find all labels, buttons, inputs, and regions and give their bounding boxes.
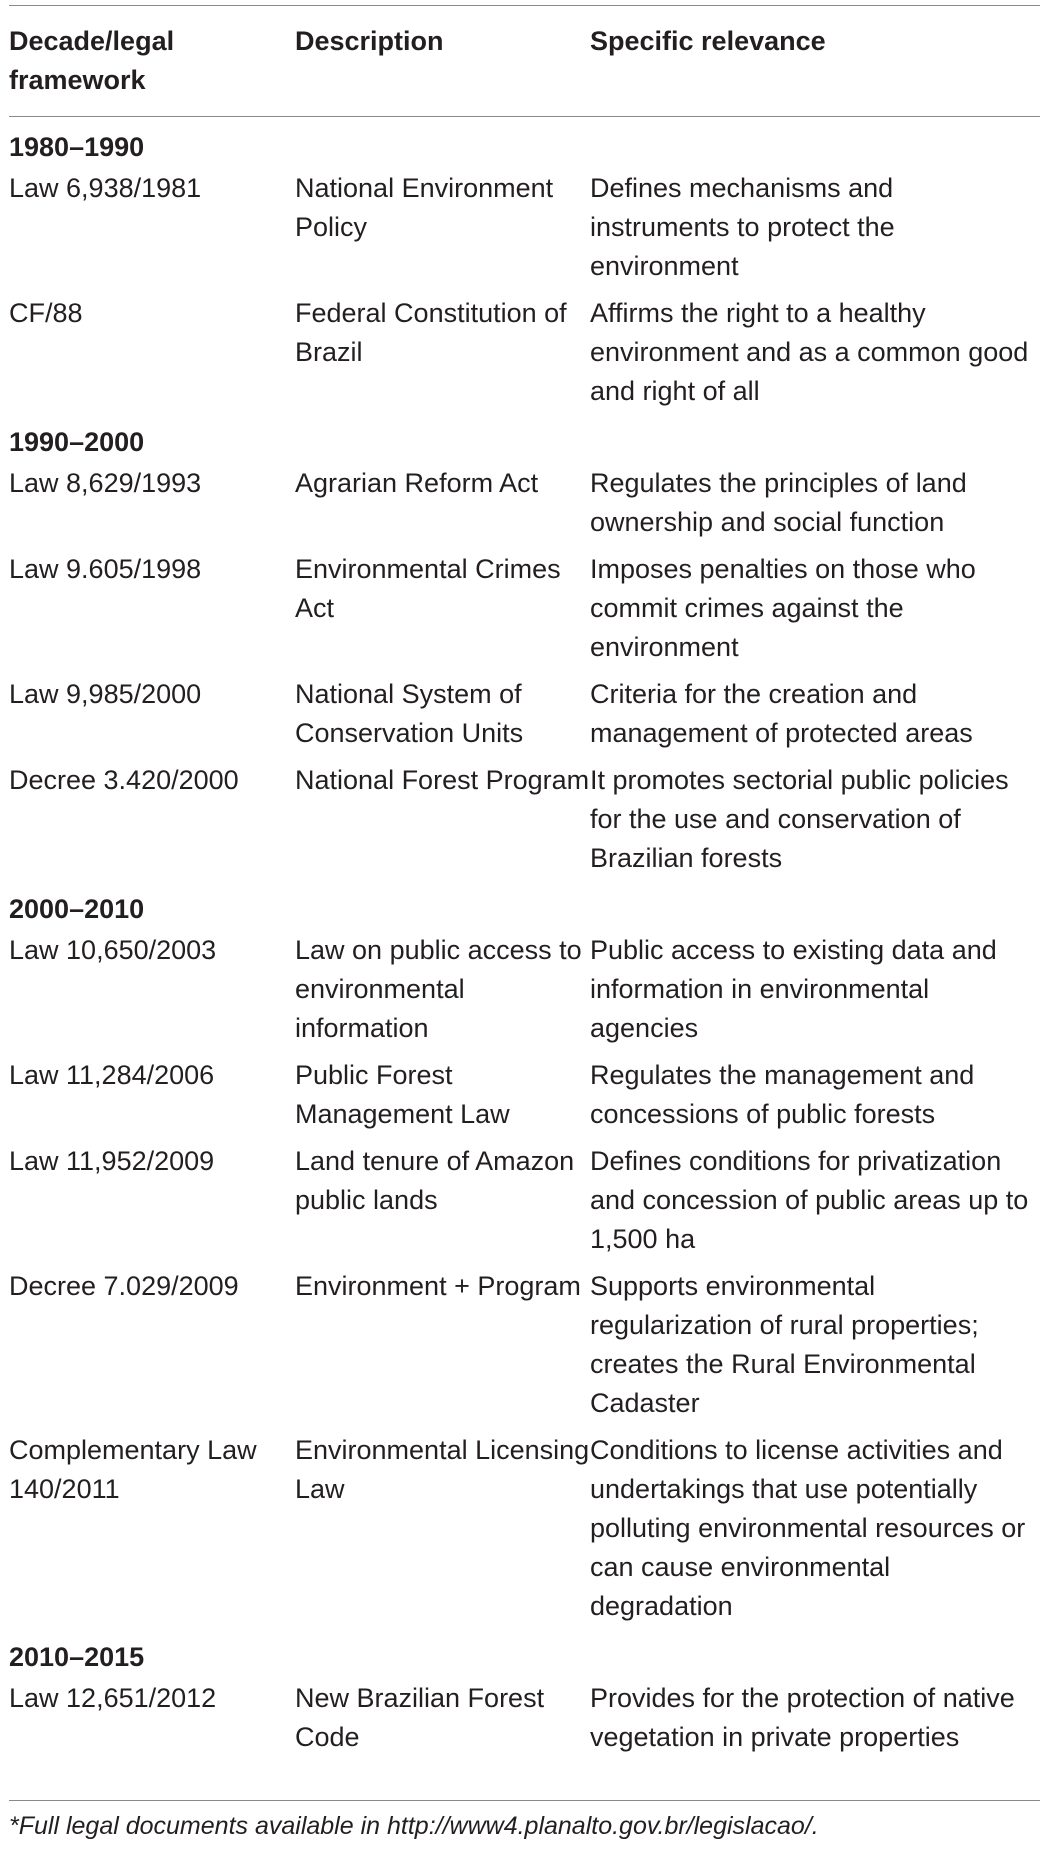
- description-cell: Law on public access to environmental information: [295, 935, 582, 1043]
- table-row: [9, 169, 1040, 294]
- header-description: Description: [295, 26, 444, 56]
- description-cell: Environment + Program: [295, 1271, 581, 1301]
- framework-cell: Law 9.605/1998: [9, 554, 202, 584]
- legal-framework-table: [9, 6, 1040, 1765]
- relevance-cell: Regulates the management and concessions of public forests: [590, 1060, 975, 1129]
- framework-cell: Law 9,985/2000: [9, 679, 202, 709]
- decade-label: 2000–2010: [9, 894, 145, 924]
- framework-cell: Law 6,938/1981: [9, 173, 202, 203]
- framework-cell: Complementary Law 140/2011: [9, 1435, 257, 1504]
- framework-cell: Law 11,952/2009: [9, 1146, 215, 1176]
- relevance-cell: It promotes sectorial public policies for the use and conservation of Brazilian forests: [590, 765, 1009, 873]
- table-row: [9, 294, 1040, 419]
- table-row: [9, 1267, 1040, 1431]
- relevance-cell: Regulates the principles of land ownership and social function: [590, 468, 967, 537]
- relevance-cell: Public access to existing data and information in environmental agencies: [590, 935, 997, 1043]
- table-footnote: *Full legal documents available in http://www4.planalto.gov.br/legislacao/.: [9, 1812, 819, 1840]
- table-row: [9, 464, 1040, 550]
- header-row: [9, 6, 1040, 116]
- description-cell: National System of Conservation Units: [295, 679, 524, 748]
- decade-label: 1980–1990: [9, 132, 145, 162]
- table-bottom-rule: [9, 1800, 1040, 1801]
- decade-label: 1990–2000: [9, 427, 145, 457]
- decade-row: [9, 886, 1040, 931]
- decade-label: 2010–2015: [9, 1642, 145, 1672]
- decade-row: [9, 419, 1040, 464]
- relevance-cell: Conditions to license activities and undertakings that use potentially polluting environmental resources or can cause environmental degradation: [590, 1435, 1026, 1621]
- table-row: [9, 675, 1040, 761]
- description-cell: Environmental Licensing Law: [295, 1435, 590, 1504]
- framework-cell: Law 10,650/2003: [9, 935, 217, 965]
- relevance-cell: Criteria for the creation and management of protected areas: [590, 679, 973, 748]
- framework-cell: Law 11,284/2006: [9, 1060, 215, 1090]
- table-row: [9, 1056, 1040, 1142]
- header-framework: Decade/legal framework: [9, 26, 175, 95]
- relevance-cell: Defines conditions for privatization and concession of public areas up to 1,500 ha: [590, 1146, 1029, 1254]
- description-cell: National Environment Policy: [295, 173, 554, 242]
- relevance-cell: Supports environmental regularization of rural properties; creates the Rural Environmental Cadaster: [590, 1271, 979, 1418]
- relevance-cell: Imposes penalties on those who commit crimes against the environment: [590, 554, 976, 662]
- description-cell: Federal Constitution of Brazil: [295, 298, 567, 367]
- table-row: [9, 1142, 1040, 1267]
- table-row: [9, 761, 1040, 886]
- framework-cell: Decree 3.420/2000: [9, 765, 239, 795]
- framework-cell: Law 8,629/1993: [9, 468, 202, 498]
- framework-cell: Decree 7.029/2009: [9, 1271, 239, 1301]
- table-row: [9, 1679, 1040, 1765]
- description-cell: Public Forest Management Law: [295, 1060, 510, 1129]
- description-cell: National Forest Program: [295, 765, 590, 795]
- relevance-cell: Affirms the right to a healthy environment and as a common good and right of all: [590, 298, 1029, 406]
- framework-cell: Law 12,651/2012: [9, 1683, 217, 1713]
- relevance-cell: Provides for the protection of native vegetation in private properties: [590, 1683, 1015, 1752]
- decade-row: [9, 1634, 1040, 1679]
- description-cell: New Brazilian Forest Code: [295, 1683, 545, 1752]
- decade-row: [9, 116, 1040, 169]
- description-cell: Agrarian Reform Act: [295, 468, 539, 498]
- framework-cell: CF/88: [9, 298, 83, 328]
- header-relevance: Specific relevance: [590, 26, 826, 56]
- description-cell: Land tenure of Amazon public lands: [295, 1146, 575, 1215]
- table-row: [9, 1431, 1040, 1634]
- table-row: [9, 550, 1040, 675]
- relevance-cell: Defines mechanisms and instruments to protect the environment: [590, 173, 895, 281]
- description-cell: Environmental Crimes Act: [295, 554, 561, 623]
- table-row: [9, 931, 1040, 1056]
